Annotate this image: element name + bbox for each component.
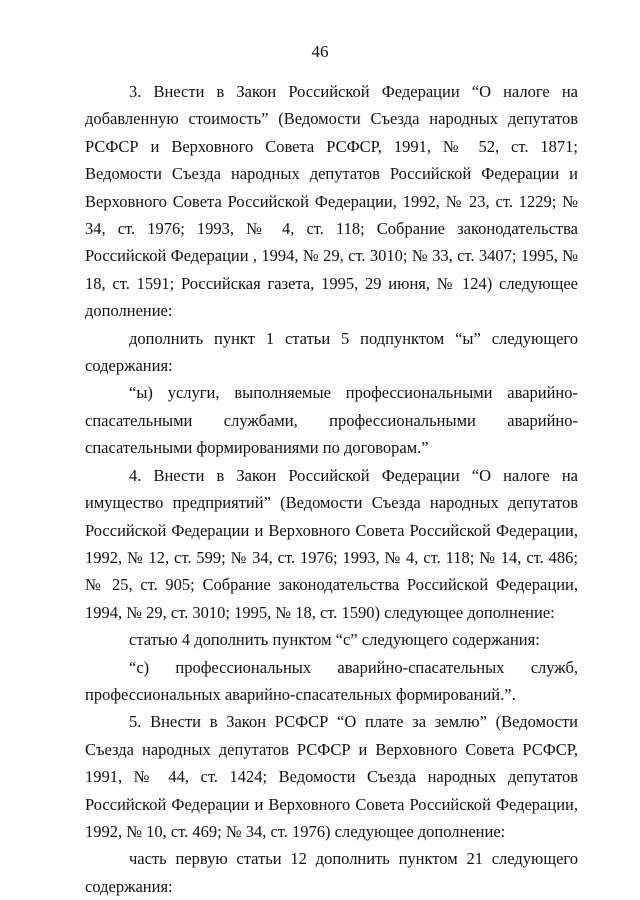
document-body <box>85 78 578 900</box>
page-number: 46 <box>311 42 329 61</box>
paragraph-item-5-land-payment-law: 5. Внести в Закон РСФСР “О плате за землю” (Ведомости Съезда народных депутатов РСФСР и Верховного Совета РСФСР, 1991, № 44, ст. 1424; Ведомости Съезда народных депутатов Российской Федерации и Верховного Совета Российской Федерации, 1992, № 10, ст. 469; № 34, ст. 1976) следующее дополнение: <box>85 712 578 841</box>
paragraph-item-4-property-tax-law: 4. Внести в Закон Российской Федерации “О налоге на имущество предприятий” (Ведомости Съезда народных депутатов Российской Федерации и Верховного Совета Российской Федерации, 1992, № 12, ст. 599; № 34, ст. 1976; 1993, № 4, ст. 118; № 14, ст. 486; № 25, ст. 905; Собрание законодательства Российской Федерации, 1994, № 29, ст. 3010; 1995, № 18, ст. 1590) следующее дополнение: <box>85 465 578 622</box>
paragraph-subclause-y-text: “ы) услуги, выполняемые профессиональными аварийно-спасательными службами, профессиональными аварийно-спасательными формированиями по договорам.” <box>85 383 578 458</box>
paragraph-amendment-instruction-property-tax: статью 4 дополнить пунктом “с” следующего содержания: <box>129 630 540 650</box>
paragraph-amendment-instruction-land-payment: часть первую статьи 12 дополнить пунктом 21 следующего содержания: <box>85 849 578 896</box>
paragraph-amendment-instruction-vat: дополнить пункт 1 статьи 5 подпунктом “ы” следующего содержания: <box>85 328 578 376</box>
paragraph-item-3-vat-law: 3. Внести в Закон Российской Федерации “О налоге на добавленную стоимость” (Ведомости Съезда народных депутатов РСФСР и Верховного Совета РСФСР, 1991, № 52, ст. 1871; Ведомости Съезда народных депутатов Российской Федерации и Верховного Совета Российской Федерации, 1992, № 23, ст. 1229; № 34, ст. 1976; 1993, № 4, ст. 118; Собрание законодательства Российской Федерации , 1994, № 29, ст. 3010; № 33, ст. 3407; 1995, № 18, ст. 1591; Российская газета, 1995, 29 июня, № 124) следующее дополнение: <box>85 82 578 321</box>
paragraph-clause-s-text: “с) профессиональных аварийно-спасательных служб, профессиональных аварийно-спасательных формирований.”. <box>85 657 578 704</box>
